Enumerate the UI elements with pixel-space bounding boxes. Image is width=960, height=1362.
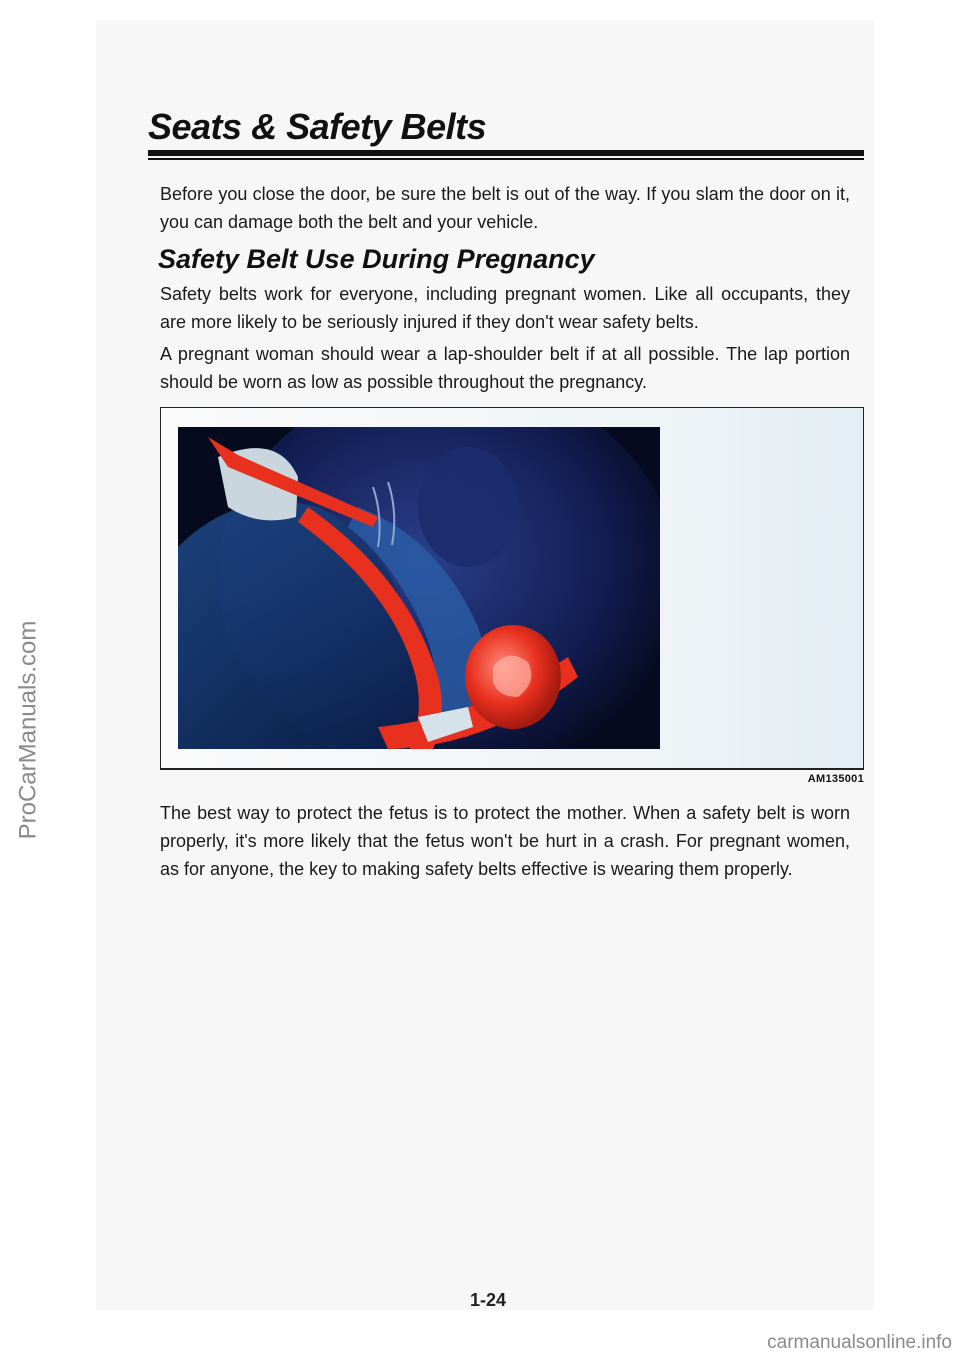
- paragraph-lap-shoulder: A pregnant woman should wear a lap-shoulder belt if at all possible. The lap portion should be worn as low as possible throughout the pregnancy.: [160, 344, 850, 392]
- title-rule-thick: [148, 150, 864, 156]
- title-rule-thin: [148, 158, 864, 160]
- intro-paragraph: Before you close the door, be sure the belt is out of the way. If you slam the door on it, you can damage both the belt and your vehicle.: [160, 184, 850, 232]
- paragraph-everyone: Safety belts work for everyone, including pregnant women. Like all occupants, they are more likely to be seriously injured if they don't wear safety belts.: [160, 284, 850, 332]
- pregnant-belt-illustration: [178, 427, 660, 749]
- watermark-side-text: ProCarManuals.com: [14, 620, 41, 840]
- subheading-pregnancy: Safety Belt Use During Pregnancy: [158, 244, 595, 274]
- watermark-procarmanuals: [14, 530, 41, 930]
- section-title: Seats & Safety Belts: [148, 106, 487, 147]
- watermark-carmanualsonline: carmanualsonline.info: [767, 1332, 952, 1353]
- paragraph-protect-mother: The best way to protect the fetus is to protect the mother. When a safety belt is worn properly, it's more likely that the fetus won't be hurt in a crash. For pregnant women, as for anyone, the key to making safety belts effective is wearing them properly.: [160, 803, 850, 879]
- page-number: 1-24: [470, 1290, 507, 1310]
- figure-code: AM135001: [807, 773, 864, 785]
